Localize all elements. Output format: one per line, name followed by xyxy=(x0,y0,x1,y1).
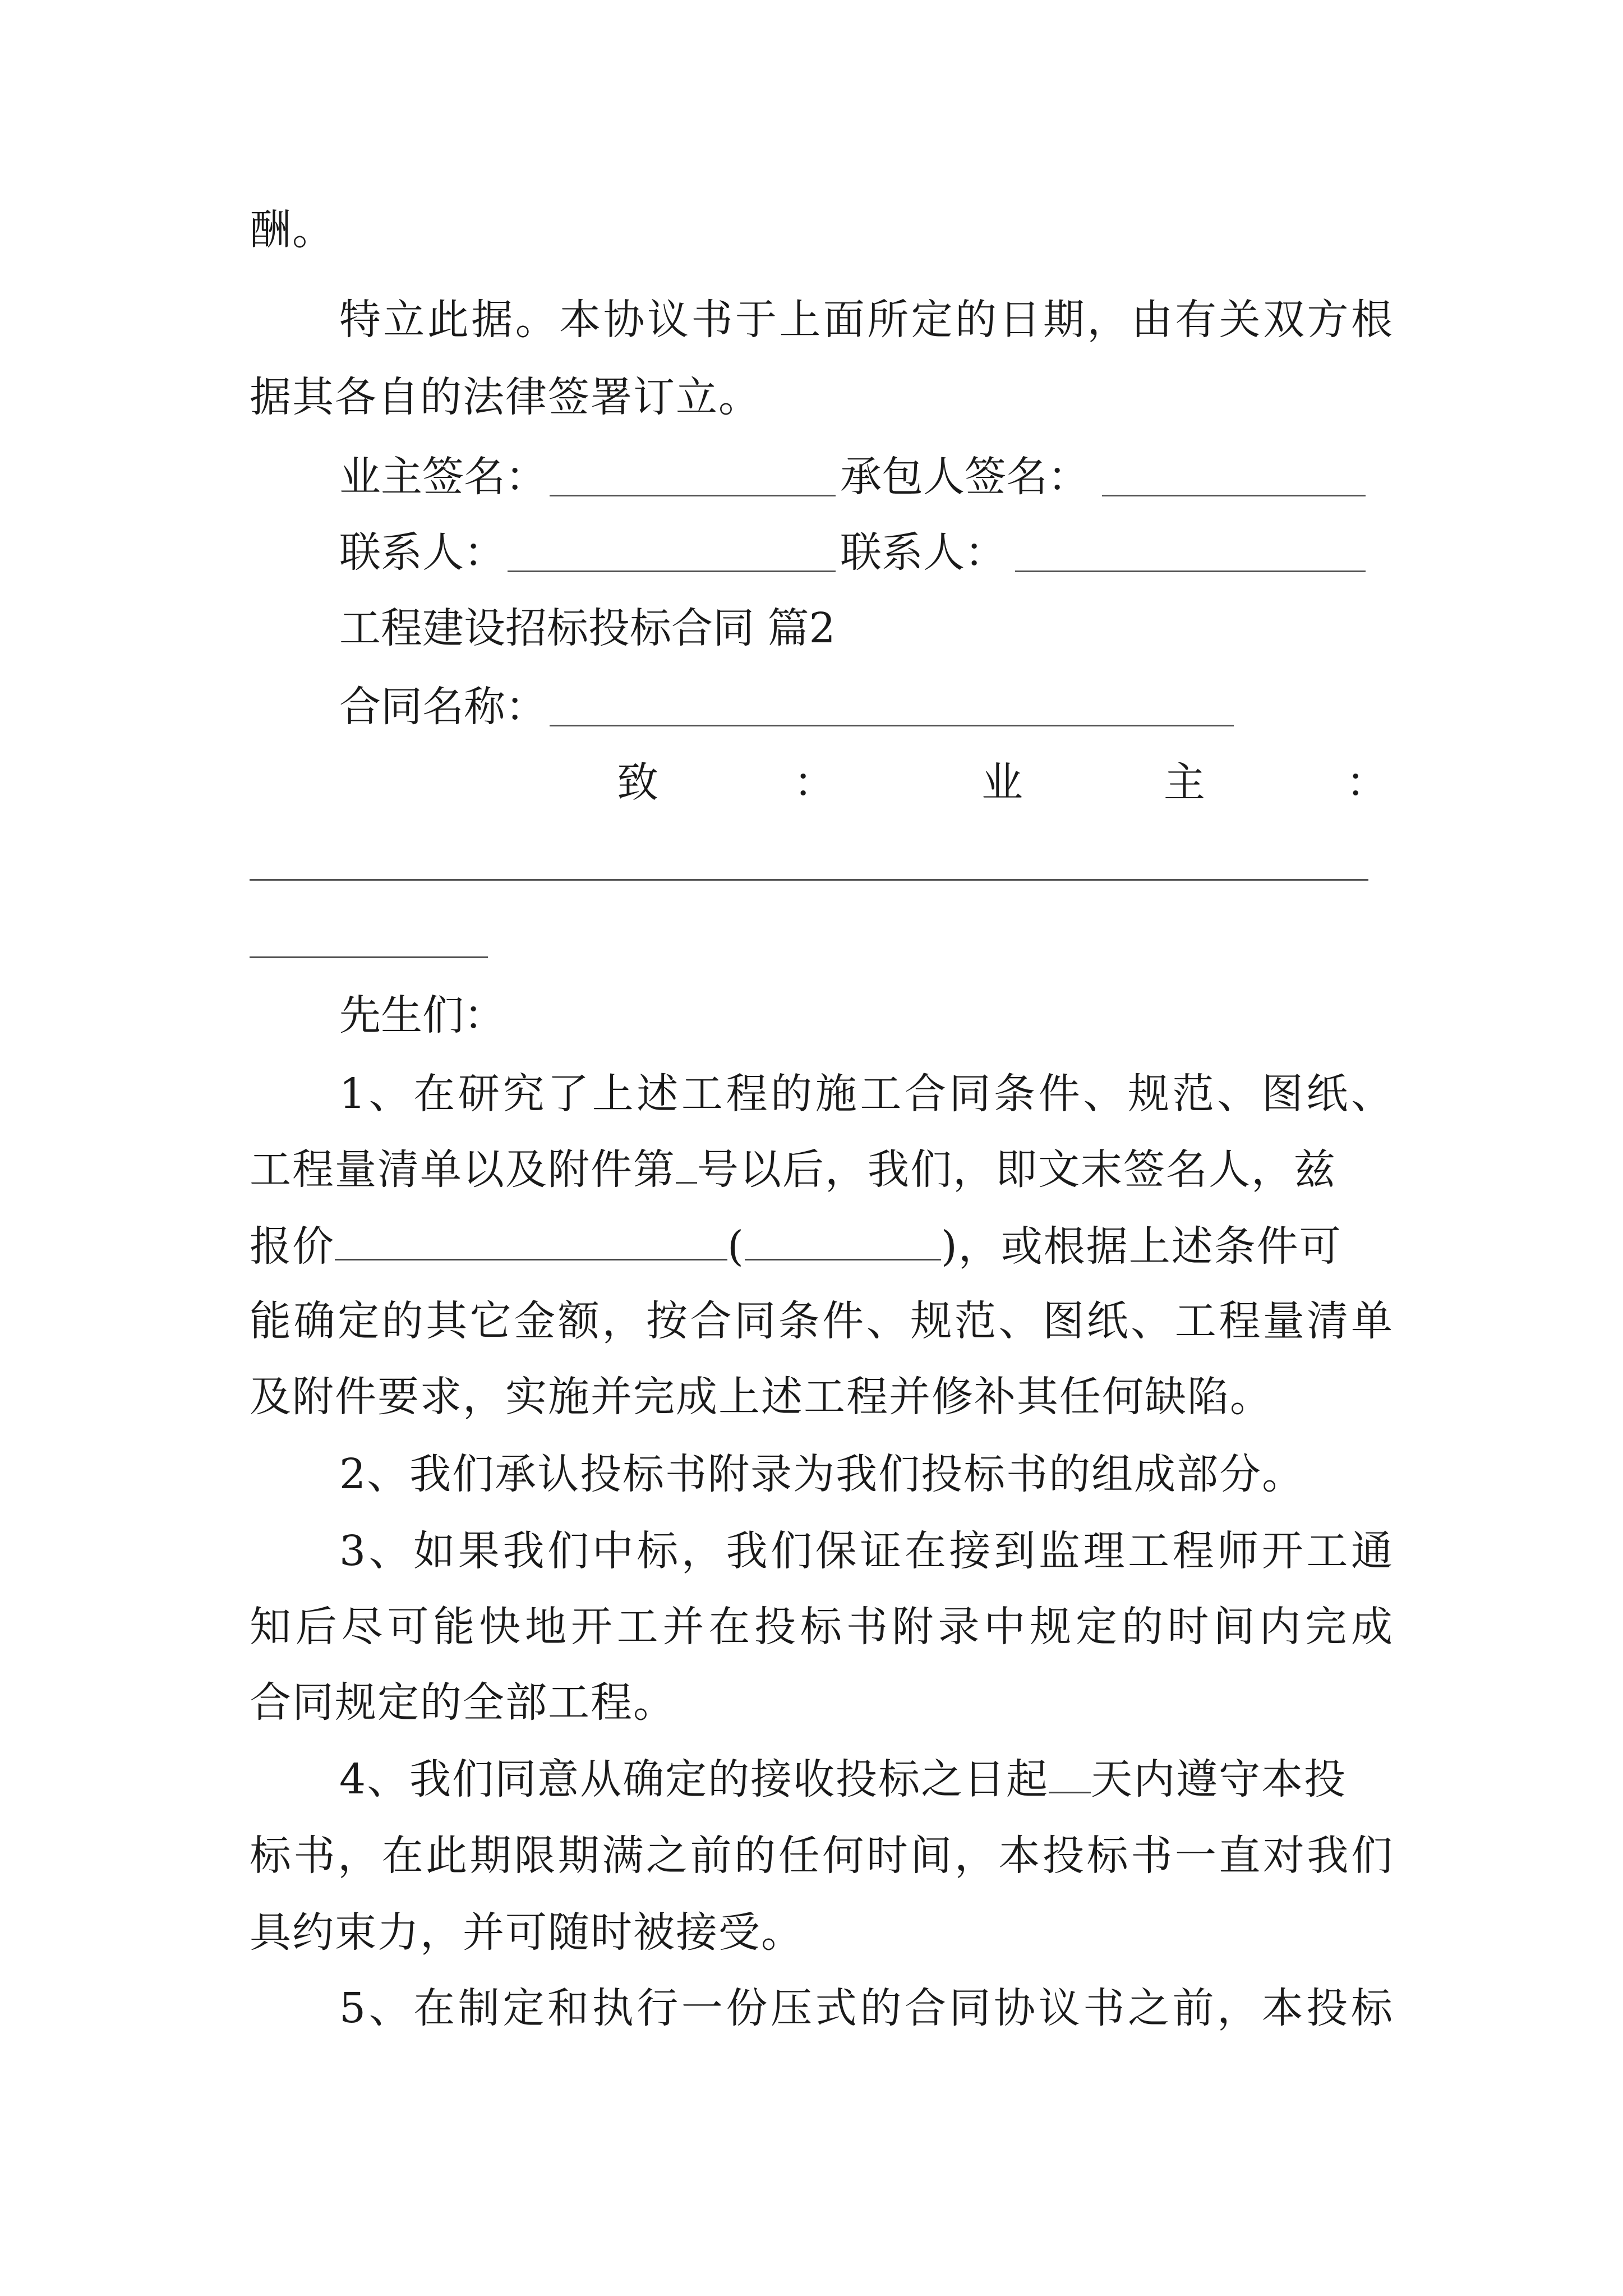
blank-attachment-no xyxy=(676,1145,697,1184)
text-line: 合同规定的全部工程。 xyxy=(250,1678,676,1727)
text-line xyxy=(250,1142,1394,1198)
text-segment: 工程量清单以及附件第 xyxy=(250,1145,676,1194)
blank-bid-price xyxy=(335,1222,727,1260)
recipient-blank xyxy=(250,879,1368,881)
text-line: 3、如果我们中标，我们保证在接到监理工程师开工通 xyxy=(339,1527,1394,1575)
owner-sign-label: 业主签名： xyxy=(339,453,547,501)
to-owner-char: 主 xyxy=(1164,758,1205,807)
text-line: 5、在制定和执行一份压式的合同协议书之前，本投标 xyxy=(339,1984,1394,2032)
text-segment: ( xyxy=(727,1222,745,1271)
blank-bid-price-words xyxy=(745,1222,941,1260)
text-line: 据其各自的法律签署订立。 xyxy=(250,373,761,421)
to-owner-char: 致 xyxy=(617,758,658,807)
contract-name-label: 合同名称： xyxy=(339,683,547,731)
text-line xyxy=(250,1218,1394,1274)
contractor-sign-label: 承包人签名： xyxy=(840,453,1089,501)
text-line: 知后尽可能快地开工并在投标书附录中规定的时间内完成 xyxy=(250,1603,1394,1651)
text-line: 及附件要求，实施并完成上述工程并修补其任何缺陷。 xyxy=(250,1373,1272,1421)
section-title: 工程建设招标投标合同 篇2 xyxy=(339,604,836,652)
text-line: 特立此据。本协议书于上面所定的日期，由有关双方根 xyxy=(339,296,1394,344)
text-segment: )，或根据上述条件可 xyxy=(940,1222,1342,1271)
text-line: 2、我们承认投标书附录为我们投标书的组成部分。 xyxy=(339,1450,1305,1498)
text-line: 标书，在此期限期满之前的任何时间，本投标书一直对我们 xyxy=(250,1832,1394,1880)
text-line: 具约束力，并可随时被接受。 xyxy=(250,1908,804,1957)
text-segment: 天内遵守本投 xyxy=(1091,1755,1347,1803)
owner-sign-blank xyxy=(550,495,836,496)
to-owner-char: ： xyxy=(794,758,835,807)
contact-blank xyxy=(508,570,836,572)
to-owner-char: ： xyxy=(1346,758,1387,807)
blank-validity-days xyxy=(1049,1755,1091,1793)
text-line: 1、在研究了上述工程的施工合同条件、规范、图纸、 xyxy=(339,1070,1394,1118)
recipient-blank xyxy=(250,956,488,958)
text-segment: 号以后，我们，即文末签名人，兹 xyxy=(697,1145,1336,1194)
text-line: 能确定的其它金额，按合同条件、规范、图纸、工程量清单 xyxy=(250,1297,1394,1345)
salutation: 先生们： xyxy=(339,991,505,1039)
contractor-sign-blank xyxy=(1102,495,1366,496)
contact-blank xyxy=(1015,570,1366,572)
contract-name-blank xyxy=(550,725,1234,726)
text-line: 酬。 xyxy=(250,206,335,254)
contact-label: 联系人： xyxy=(339,528,505,577)
to-owner-char: 业 xyxy=(981,758,1023,807)
text-line xyxy=(339,1751,1394,1807)
text-segment: 报价 xyxy=(250,1222,335,1271)
contact-label: 联系人： xyxy=(840,528,1006,577)
text-segment: 4、我们同意从确定的接收投标之日起 xyxy=(339,1755,1049,1803)
